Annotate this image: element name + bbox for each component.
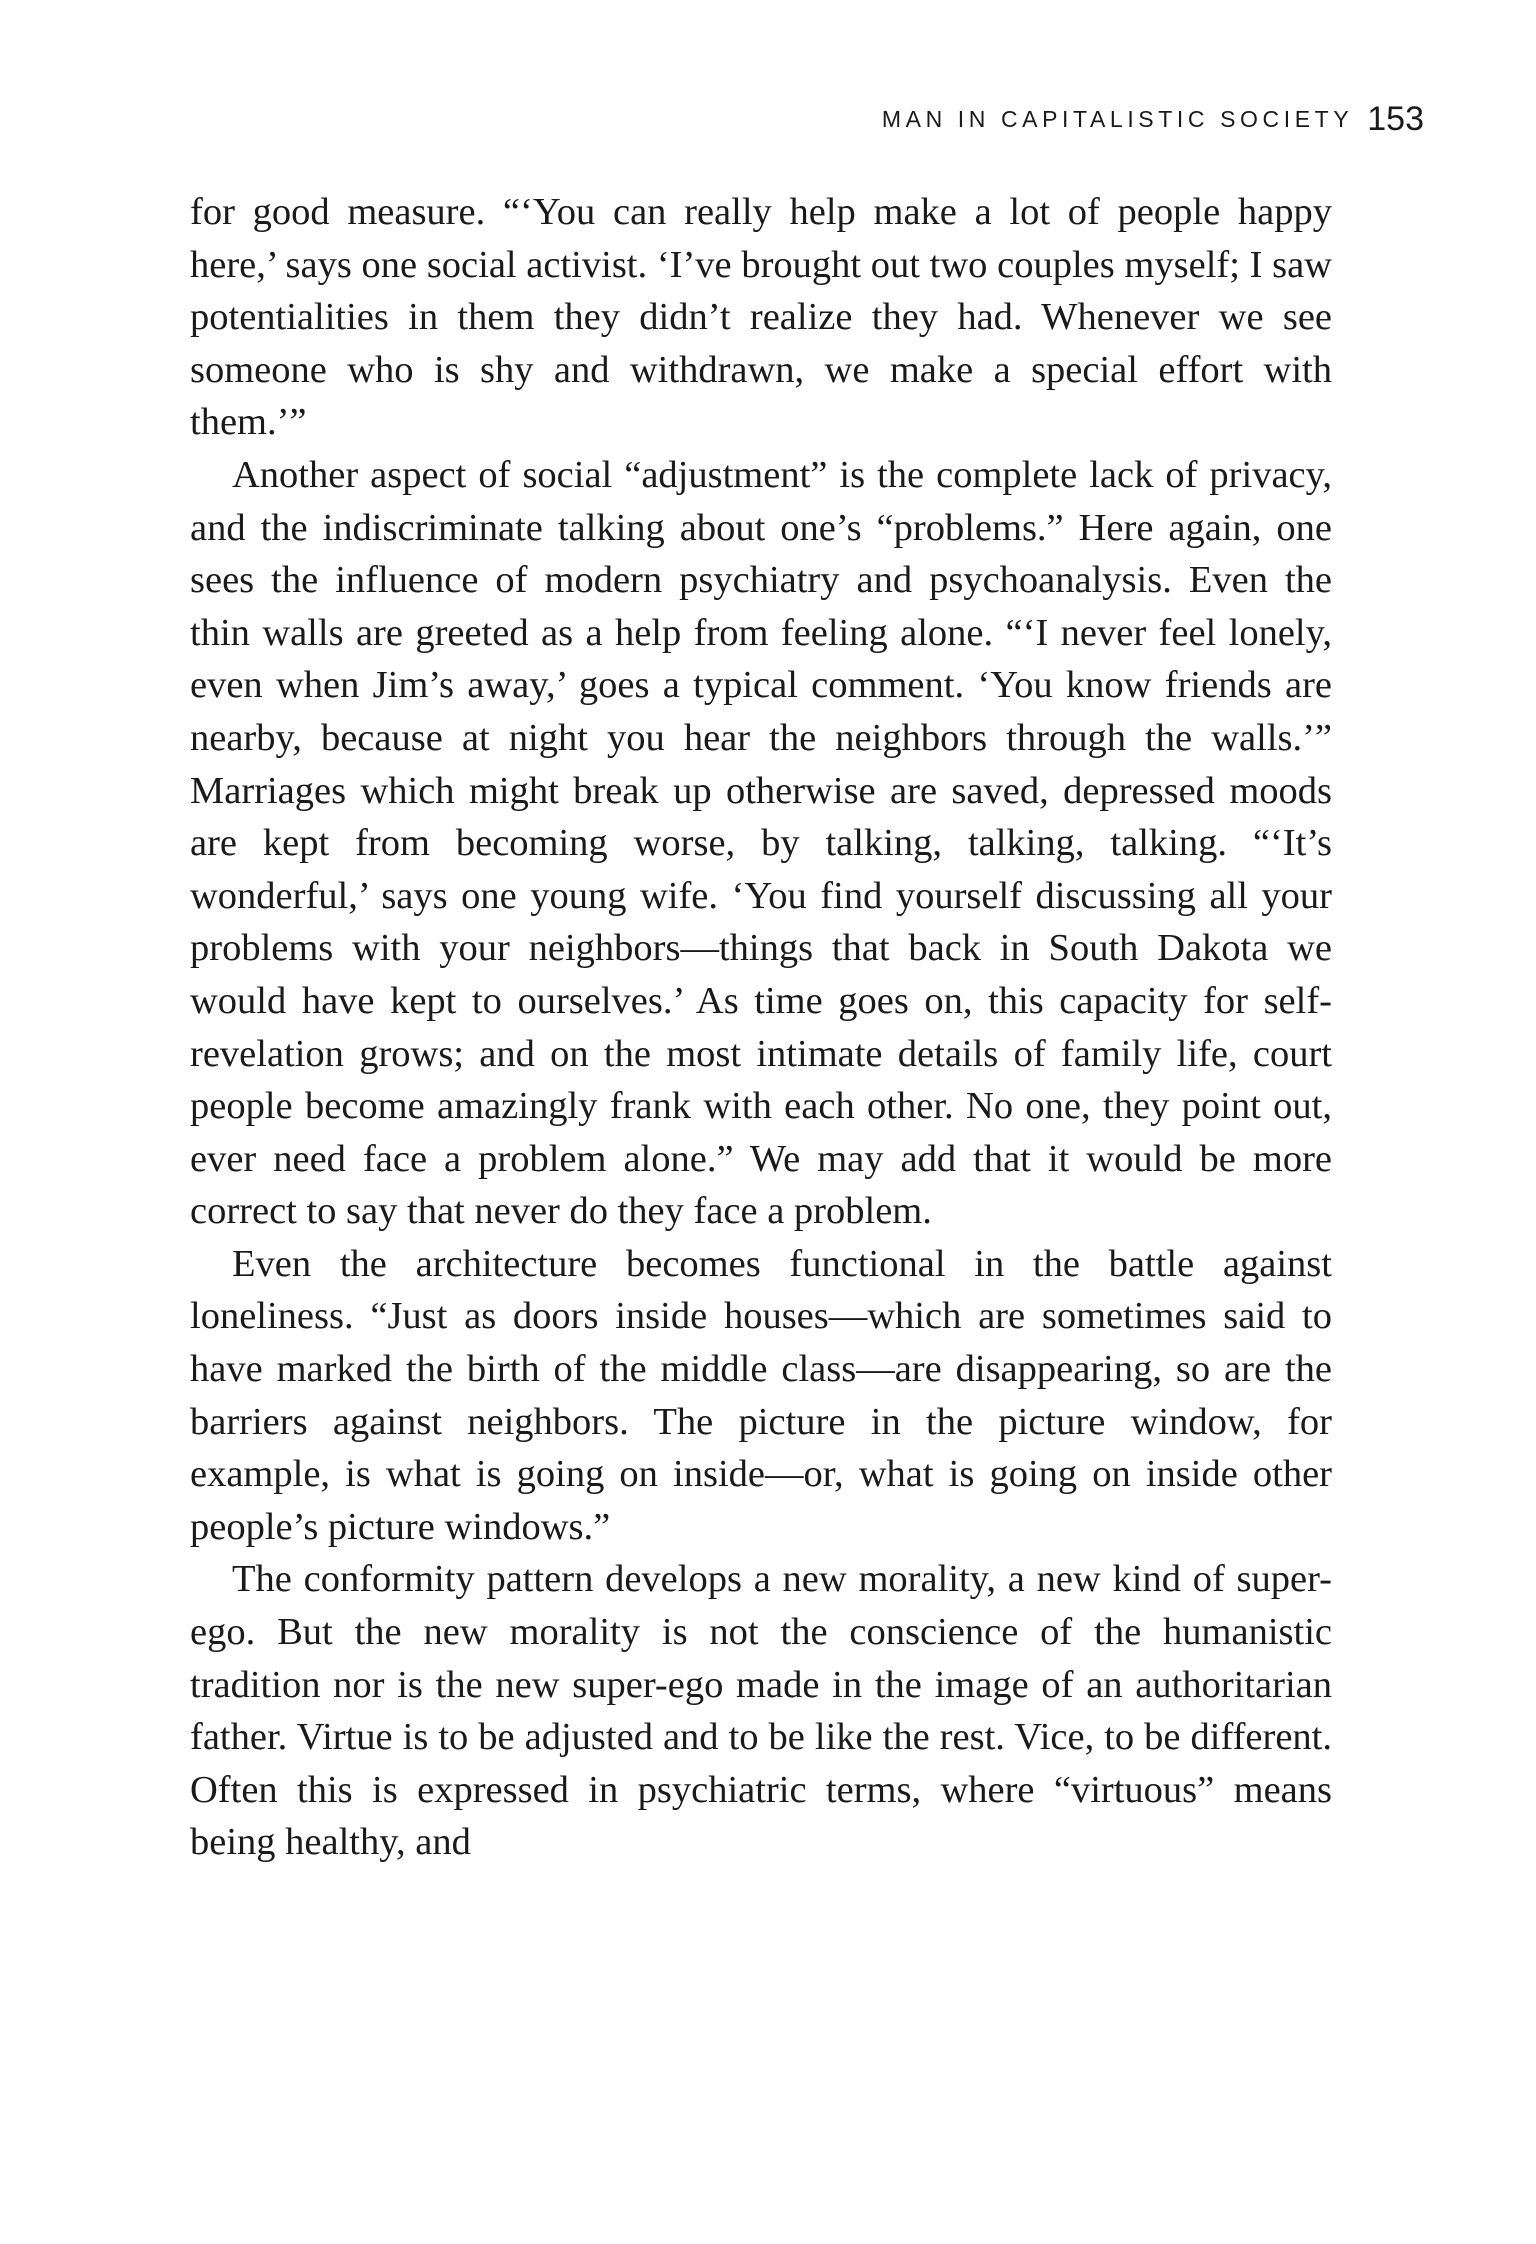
page-number: 153 [1367,100,1424,138]
body-text [190,186,1332,1869]
paragraph-1: for good measure. “‘You can really help make a lot of people happy here,’ says one social activist. ‘I’ve brought out two couples myself; I saw potentialities in them they didn’t realize they had. Whenever we see someone who is shy and withdrawn, we make a special effort with them.’” [190,191,1332,444]
running-title: MAN IN CAPITALISTIC SOCIETY [881,106,1354,132]
paragraph-2: Another aspect of social “adjustment” is the complete lack of privacy, and the indiscriminate talking about one’s “problems.” Here again, one sees the influence of modern psychiatry and psychoanalysis. Even the thin walls are greeted as a help from feeling alone. “‘I never feel lonely, even when Jim’s away,’ goes a typical comment. ‘You know friends are nearby, because at night you hear the neighbors through the walls.’” Marriages which might break up otherwise are saved, depressed moods are kept from becoming worse, by talking, talking, talking. “‘It’s wonderful,’ says one young wife. ‘You find yourself discussing all your problems with your neighbors—things that back in South Dakota we would have kept to ourselves.’ As time goes on, this capacity for self-revelation grows; and on the most intimate details of family life, court people become amazingly frank with each other. No one, they point out, ever need face a problem alone.” We may add that it would be more correct to say that never do they face a problem. [190,453,1332,1233]
running-header [0,100,1424,139]
paragraph-3: Even the architecture becomes functional in the battle against loneliness. “Just as doors inside houses—which are sometimes said to have marked the birth of the middle class—are disappearing, so are the barriers against neighbors. The picture in the picture window, for example, is what is going on inside—or, what is going on inside other people’s picture windows.” [190,1242,1332,1548]
paragraph-4: The conformity pattern develops a new morality, a new kind of super-ego. But the new morality is not the conscience of the humanistic tradition nor is the new super-ego made in the image of an authoritarian father. Virtue is to be adjusted and to be like the rest. Vice, to be different. Often this is expressed in psychiatric terms, where “virtuous” means being healthy, and [190,1558,1332,1864]
